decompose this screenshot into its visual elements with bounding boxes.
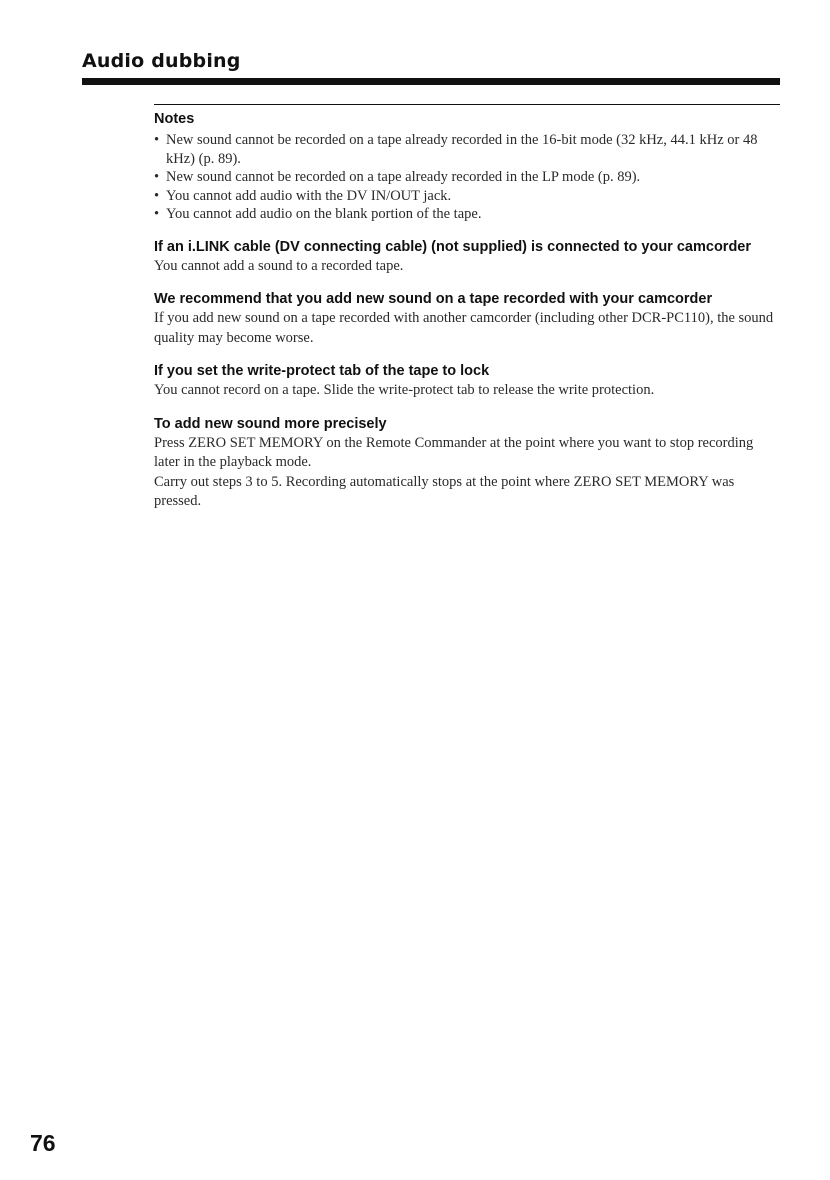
- section-write-protect: [154, 361, 780, 401]
- note-item: [154, 187, 780, 206]
- notes-title: Notes: [154, 111, 195, 127]
- note-bullet: •: [154, 169, 160, 185]
- notes-list: [154, 131, 780, 224]
- note-item: [154, 168, 780, 187]
- note-item: [154, 131, 780, 168]
- note-text: You cannot add audio on the blank portion of the tape.: [166, 206, 482, 222]
- note-text: You cannot add audio with the DV IN/OUT jack.: [166, 187, 452, 204]
- section-paragraph: If you add new sound on a tape recorded with another camcorder (including other DCR-PC110), the sound quality may become worse.: [154, 310, 774, 346]
- note-bullet: •: [154, 206, 160, 222]
- note-text: New sound cannot be recorded on a tape already recorded in the 16-bit mode (32 kHz, 44.1 kHz or 48 kHz) (p. 89).: [166, 132, 758, 167]
- section-ilink-cable: [154, 237, 780, 277]
- section-heading: To add new sound more precisely: [154, 415, 387, 432]
- note-bullet: •: [154, 132, 160, 148]
- section-add-precisely: [154, 414, 780, 512]
- note-item: [154, 205, 780, 224]
- section-paragraph: You cannot add a sound to a recorded tape.: [154, 257, 404, 274]
- main-content: [154, 104, 780, 512]
- section-paragraph: Carry out steps 3 to 5. Recording automatically stops at the point where ZERO SET MEMORY was pressed.: [154, 473, 735, 509]
- section-paragraph: You cannot record on a tape. Slide the write-protect tab to release the write protection.: [154, 382, 655, 398]
- notes-rule: [154, 104, 780, 105]
- note-bullet: •: [154, 187, 160, 204]
- section-heading: If you set the write-protect tab of the tape to lock: [154, 363, 490, 379]
- notes-block: [154, 104, 780, 224]
- page-number: 76: [30, 1130, 56, 1156]
- section-heading: If an i.LINK cable (DV connecting cable) (not supplied) is connected to your camcorder: [154, 238, 752, 255]
- section-paragraph: Press ZERO SET MEMORY on the Remote Commander at the point where you want to stop recording later in the playback mode.: [154, 434, 754, 470]
- heading-rule: [82, 78, 780, 85]
- page-title: Audio dubbing: [82, 50, 241, 72]
- section-recommend: [154, 289, 780, 348]
- note-text: New sound cannot be recorded on a tape already recorded in the LP mode (p. 89).: [166, 169, 641, 185]
- section-heading: We recommend that you add new sound on a tape recorded with your camcorder: [154, 291, 713, 307]
